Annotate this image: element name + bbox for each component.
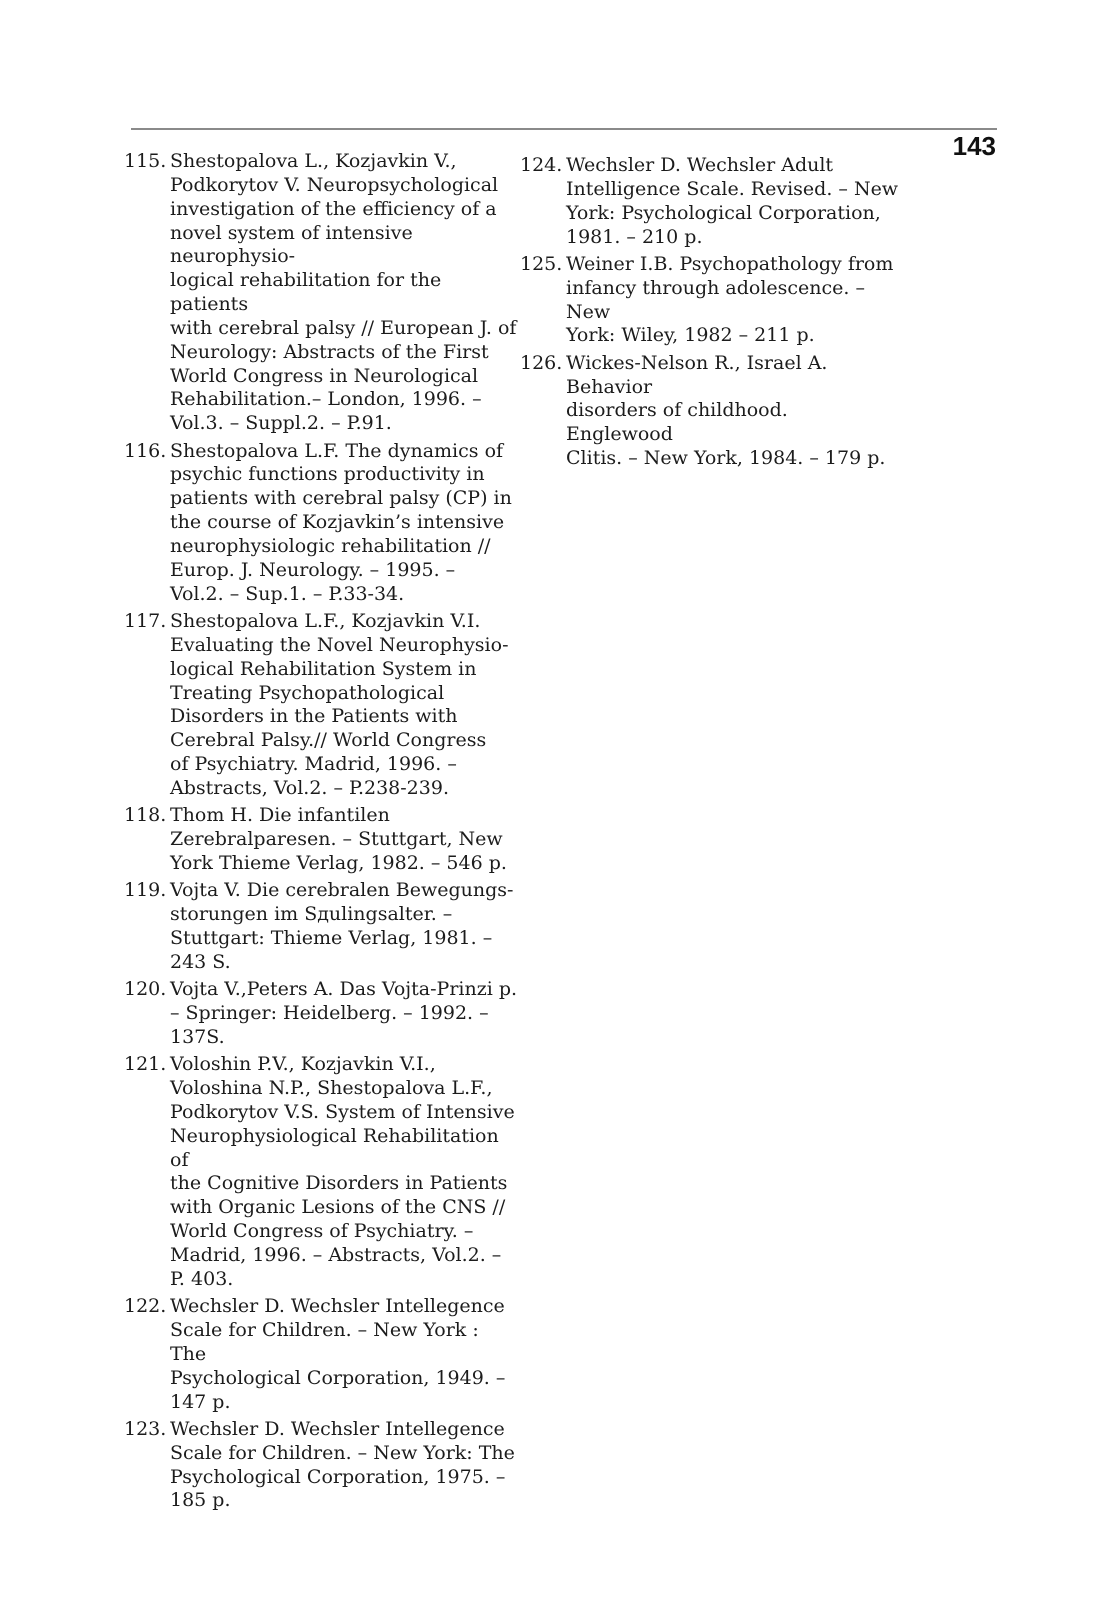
- reference-item: [124, 610, 519, 801]
- references-left-column: [124, 150, 519, 1517]
- reference-text: Wickes-Nelson R., Israel A. Behavior disorders of childhood. Englewood Clitis. – New York, 1984. – 179 p.: [566, 351, 886, 470]
- header-rule: [131, 128, 997, 130]
- reference-number: 125.: [520, 252, 563, 275]
- reference-number: 119.: [124, 879, 167, 902]
- reference-item: [124, 1053, 519, 1291]
- reference-number: 126.: [520, 351, 563, 374]
- reference-number: 124.: [520, 154, 563, 176]
- reference-number: 123.: [124, 1417, 167, 1440]
- reference-text: Thom H. Die infantilen Zerebralparesen. – Stuttgart, New York Thieme Verlag, 1982. – 546 p.: [170, 804, 507, 874]
- reference-number: 115.: [124, 150, 167, 172]
- reference-text: Shestopalova L.F., Kozjavkin V.I. Evaluating the Novel Neurophysio- logical Rehabilitation System in Treating Psychopathological Disorders in the Patients with Cerebral Palsy.// World Congress of Psychiatry. Madrid, 1996. – Abstracts, Vol.2. – P.238-239.: [170, 610, 509, 799]
- reference-text: Wechsler D. Wechsler Intellegence Scale for Children. – New York : The Psychological Corporation, 1949. – 147 p.: [170, 1295, 506, 1413]
- reference-number: 120.: [124, 978, 167, 1001]
- reference-number: 117.: [124, 610, 167, 633]
- reference-item: [520, 352, 900, 471]
- reference-item: [124, 1295, 519, 1414]
- reference-text: Shestopalova L., Kozjavkin V., Podkorytov V. Neuropsychological investigation of the efficiency of a novel system of intensive neurophysio- logical rehabilitation for the patients with cerebral palsy // European J. of Neurology: Abstracts of the First World Congress in Neurological Rehabilitation.– London, 1996. – Vol.3. – Suppl.2. – P.91.: [170, 150, 517, 435]
- reference-number: 122.: [124, 1295, 167, 1318]
- reference-item: [124, 879, 519, 974]
- reference-item: [124, 150, 519, 436]
- reference-text: Weiner I.B. Psychopathology from infancy through adolescence. – New York: Wiley, 1982 – 211 p.: [566, 252, 894, 347]
- reference-number: 121.: [124, 1053, 167, 1076]
- reference-item: [520, 253, 900, 348]
- reference-item: [124, 804, 519, 876]
- reference-text: Wechsler D. Wechsler Adult Intelligence Scale. Revised. – New York: Psychological Corporation, 1981. – 210 p.: [566, 154, 899, 248]
- reference-number: 118.: [124, 804, 167, 827]
- references-right-column: [520, 154, 900, 474]
- reference-text: Wechsler D. Wechsler Intellegence Scale for Children. – New York: The Psychological Corporation, 1975. – 185 p.: [170, 1417, 515, 1512]
- reference-item: [124, 978, 519, 1050]
- page-number: 143: [952, 131, 996, 161]
- reference-text: Voloshin P.V., Kozjavkin V.I., Voloshina N.P., Shestopalova L.F., Podkorytov V.S. System of Intensive Neurophysiological Rehabilitation of the Cognitive Disorders in Patients with Organic Lesions of the CNS // World Congress of Psychiatry. – Madrid, 1996. – Abstracts, Vol.2. – P. 403.: [170, 1053, 515, 1290]
- reference-item: [124, 440, 519, 607]
- reference-item: [520, 154, 900, 249]
- reference-item: [124, 1418, 519, 1513]
- reference-text: Shestopalova L.F. The dynamics of psychic functions productivity in patients with cerebral palsy (CP) in the course of Kozjavkin’s intensive neurophysiologic rehabilitation // Europ. J. Neurology. – 1995. – Vol.2. – Sup.1. – P.33-34.: [170, 439, 512, 605]
- reference-number: 116.: [124, 439, 167, 462]
- reference-text: Vojta V.,Peters A. Das Vojta-Prinzi p. – Springer: Heidelberg. – 1992. – 137S.: [170, 978, 518, 1048]
- reference-text: Vojta V. Die cerebralen Bewegungs- storungen im Sдulingsalter. – Stuttgart: Thieme Verlag, 1981. – 243 S.: [170, 879, 514, 973]
